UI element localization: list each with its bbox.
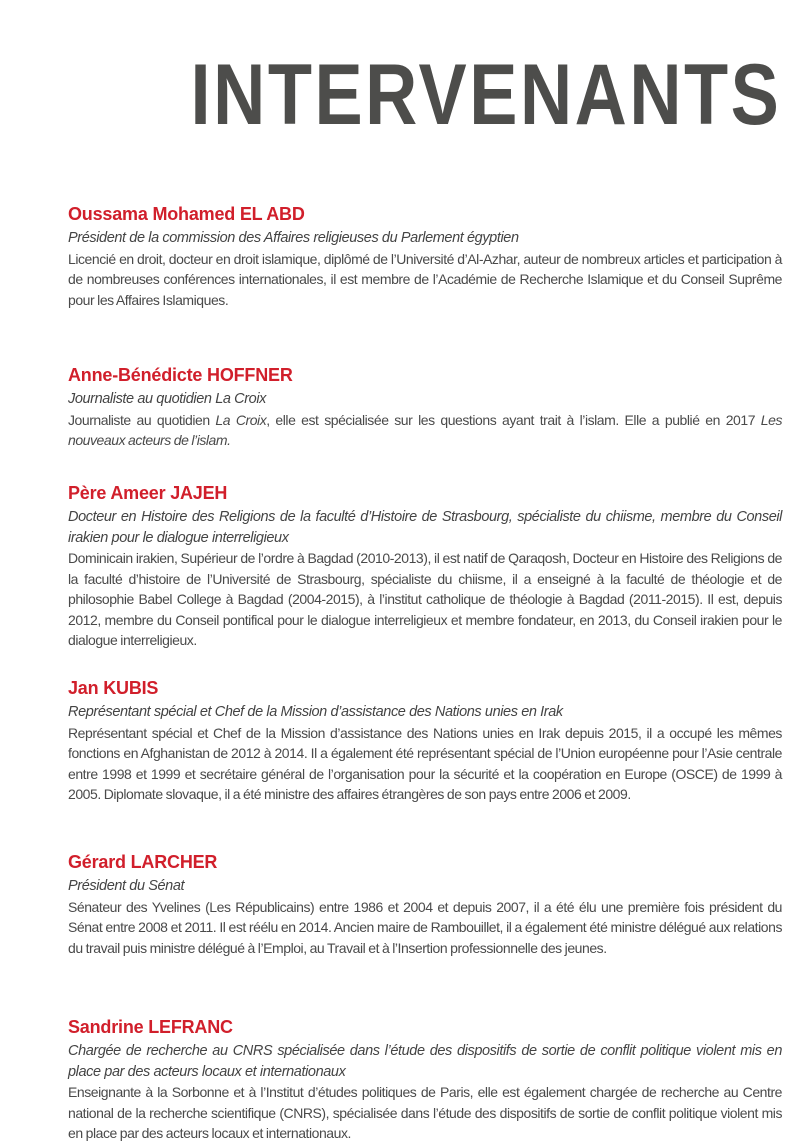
speaker-bio: Représentant spécial et Chef de la Mission d’assistance des Nations unies en Irak depuis 2015, il a occupé les mêmes fonctions en Afghanistan de 2012 à 2014. Il a également été représentant spécial de l’Union européenne pour l’Asie centrale entre 1998 et 1999 et secrétaire général de l’organisation pour la sécurité et la coopération en Europe (OSCE) de 1999 à 2005. Diplomate slovaque, il a été ministre des affaires étrangères de son pays entre 2006 et 2009. — [68, 724, 782, 802]
speaker-role: Chargée de recherche au CNRS spécialisée dans l’étude des dispositifs de sortie de conflit politique violent mis en place par des acteurs locaux et internationaux — [68, 1043, 782, 1080]
bio-text: , elle est spécialisée sur les questions ayant trait à l’islam. Elle a publié en 2017 — [266, 411, 761, 428]
speaker-role: Représentant spécial et Chef de la Mission d’assistance des Nations unies en Irak — [68, 704, 563, 720]
speaker-role: Président de la commission des Affaires religieuses du Parlement égyptien — [68, 230, 519, 246]
speaker-lefranc — [68, 1016, 782, 1144]
bio-italic-book-title: Les nouveaux acteurs de l’islam. — [68, 411, 783, 448]
speaker-name: Gérard LARCHER — [68, 852, 218, 872]
speaker-name: Jan KUBIS — [68, 678, 159, 698]
speaker-role: Docteur en Histoire des Religions de la faculté d’Histoire de Strasbourg, spécialiste du chiisme, membre du Conseil irakien pour le dialogue interreligieux — [68, 509, 782, 546]
speaker-bio: Licencié en droit, docteur en droit islamique, diplômé de l’Université d’Al-Azhar, auteur de nombreux articles et participation à de nombreuses conférences internationales, il est membre de l’Académie de Recherche Islamique et du Conseil Suprême pour les Affaires Islamiques. — [68, 250, 782, 308]
speaker-bio — [68, 410, 782, 451]
speaker-hoffner — [68, 364, 782, 451]
speaker-name: Oussama Mohamed EL ABD — [68, 204, 305, 224]
speaker-el-abd — [68, 203, 782, 310]
speaker-kubis — [68, 677, 782, 805]
speaker-role: Journaliste au quotidien La Croix — [68, 391, 266, 407]
speaker-bio: Sénateur des Yvelines (Les Républicains) entre 1986 et 2004 et depuis 2007, il a été élu une première fois président du Sénat entre 2008 et 2011. Il est réélu en 2014. Ancien maire de Rambouillet, il a également été ministre délégué aux relations du travail puis ministre délégué à l’Emploi, au Travail et à l’Insertion professionnelle des jeunes. — [68, 898, 782, 956]
bio-italic-newspaper: La Croix — [215, 411, 267, 428]
speaker-name: Anne-Bénédicte HOFFNER — [68, 365, 293, 385]
page-title: INTERVENANTS — [190, 47, 781, 143]
speaker-name: Père Ameer JAJEH — [68, 483, 228, 503]
bio-text: Journaliste au quotidien — [68, 411, 216, 428]
speaker-jajeh — [68, 482, 782, 651]
speaker-role: Président du Sénat — [68, 878, 185, 894]
speaker-name: Sandrine LEFRANC — [68, 1017, 233, 1037]
speaker-bio: Enseignante à la Sorbonne et à l’Institut d’études politiques de Paris, elle est également chargée de recherche au Centre national de la recherche scientifique (CNRS), spécialisée dans l’étude des dispositifs de sortie de conflit politique violent mis en place par des acteurs locaux et internationaux. — [68, 1084, 782, 1141]
speaker-larcher — [68, 851, 782, 958]
speaker-bio: Dominicain irakien, Supérieur de l’ordre à Bagdad (2010-2013), il est natif de Qaraqosh, Docteur en Histoire des Religions de la faculté d’histoire de l’Université de Strasbourg, spécialiste du chiisme, il a enseigné à la faculté de théologie et de philosophie Babel College à Bagdad (2004-2015), à l’institut catholique de théologie à Bagdad (2011-2015). Il est, depuis 2012, membre du Conseil pontifical pour le dialogue interreligieux et membre fondateur, en 2013, du Conseil irakien pour le dialogue interreligieux. — [68, 550, 782, 648]
